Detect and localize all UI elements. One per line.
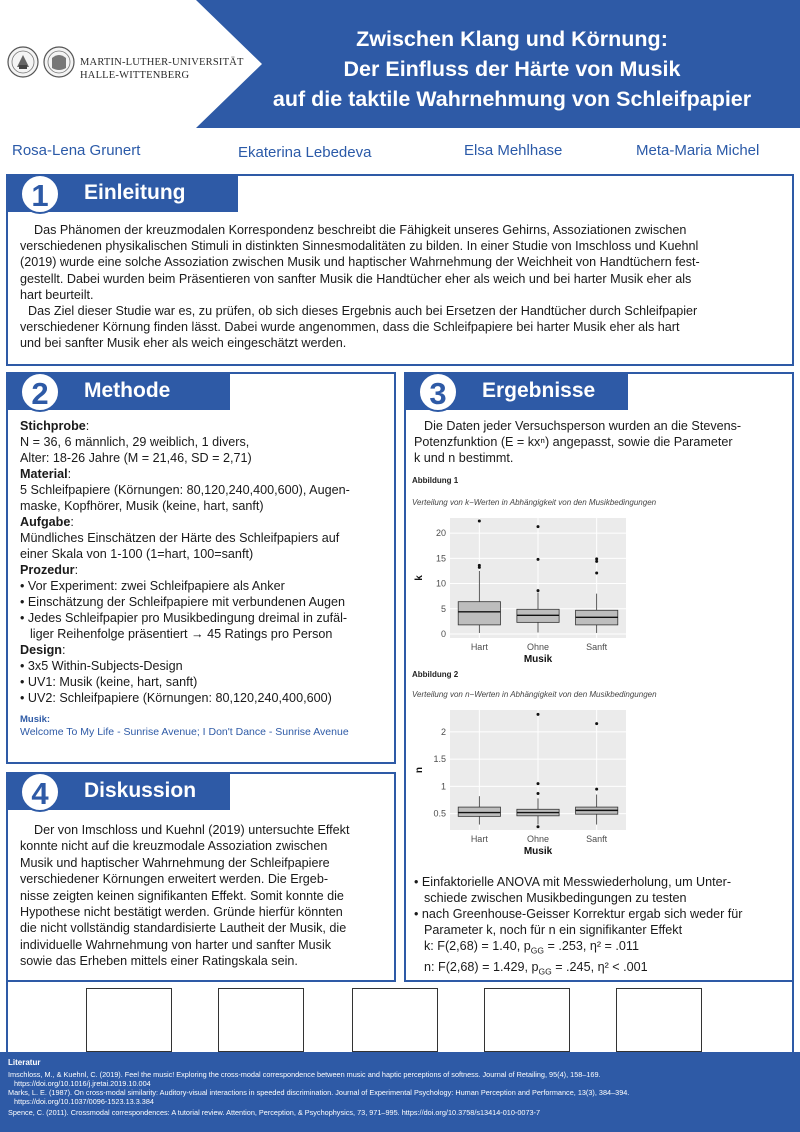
outlier-point	[595, 571, 598, 574]
image-placeholder	[86, 988, 172, 1052]
y-tick-label: 1	[440, 781, 446, 792]
heading-text: Stichprobe	[20, 419, 86, 433]
list-item: • Jedes Schleifpapier pro Musikbedingung dreimal in zufäl-	[20, 611, 348, 625]
list-item: • Vor Experiment: zwei Schleifpapiere als Anker	[20, 579, 285, 593]
y-tick-label: 0.5	[433, 808, 446, 819]
list-item: • nach Greenhouse-Geisser Korrektur ergab sich weder für	[414, 907, 743, 921]
section-header	[6, 372, 230, 410]
text-line: (2019) wurde eine solche Assoziation zwischen Musik und haptischer Wahrnehmung der Weichheit von Handtüchern fest-	[20, 255, 700, 270]
x-tick-label: Ohne	[526, 642, 550, 652]
outlier-point	[537, 792, 540, 795]
author-list	[0, 138, 800, 164]
author-name: Rosa-Lena Grunert	[12, 142, 141, 159]
outlier-point	[595, 557, 598, 560]
figure-label: Abbildung 2	[412, 670, 459, 679]
literature-title: Literatur	[8, 1058, 41, 1067]
list-item: • 3x5 Within-Subjects-Design	[20, 659, 183, 673]
heading-text: Design	[20, 643, 62, 657]
discussion-text	[20, 822, 386, 970]
y-tick-label: 10	[435, 578, 446, 589]
list-item: liger Reihenfolge präsentiert → 45 Ratings pro Person	[30, 627, 333, 641]
section-header	[6, 174, 238, 212]
outlier-point	[537, 782, 540, 785]
text-line: verschiedener Körnungen erweitert werden. Die Ergeb-	[20, 872, 329, 887]
section-title: Einleitung	[84, 181, 186, 204]
boxplot-k	[412, 512, 784, 670]
x-tick-label: Hart	[470, 642, 488, 652]
y-tick-label: 5	[440, 603, 446, 614]
stat-n	[414, 959, 788, 980]
boxplot-n	[412, 704, 784, 862]
outlier-point	[537, 713, 540, 716]
section-number: 4	[20, 772, 60, 812]
aufgabe-heading: Aufgabe:	[20, 515, 74, 529]
university-name-line: MARTIN-LUTHER-UNIVERSITÄT	[80, 57, 244, 68]
y-tick-label: 1.5	[433, 754, 446, 765]
outlier-point	[537, 825, 540, 828]
section-number: 2	[20, 372, 60, 412]
reference-doi: https://doi.org/10.1037/0096-1523.13.3.384	[14, 1097, 154, 1106]
section-number: 1	[20, 174, 60, 214]
author-name: Elsa Mehlhase	[464, 142, 563, 159]
text-line: Musik und haptischer Wahrnehmung der Schleifpapiere	[20, 855, 330, 870]
outlier-point	[537, 558, 540, 561]
section-discussion	[6, 772, 396, 982]
text-line: Alter: 18-26 Jahre (M = 21,46, SD = 2,71)	[20, 451, 252, 465]
title-line: auf die taktile Wahrnehmung von Schleifpapier	[272, 87, 752, 111]
x-tick-label: Ohne	[526, 834, 550, 844]
outlier-point	[537, 525, 540, 528]
text-line: Die Daten jeder Versuchsperson wurden an die Stevens-	[424, 419, 742, 433]
y-tick-label: 0	[440, 628, 446, 639]
box	[458, 807, 500, 816]
results-intro	[414, 418, 788, 467]
image-placeholder	[218, 988, 304, 1052]
image-placeholder	[616, 988, 702, 1052]
stat-text: = .245, η² < .001	[551, 959, 648, 974]
stat-subscript: GG	[530, 945, 544, 956]
author-name: Meta-Maria Michel	[636, 142, 760, 159]
list-item: • UV1: Musik (keine, hart, sanft)	[20, 675, 198, 689]
text-line: gestellt. Dabei wurden beim Präsentieren von sanfter Musik die Handtücher eher als weich und bei harter Musik eher als	[20, 271, 692, 286]
list-item: • Einfaktorielle ANOVA mit Messwiederholung, um Unter-	[414, 875, 732, 889]
list-item: • Einschätzung der Schleifpapiere mit verbundenen Augen	[20, 595, 346, 609]
literature-footer	[0, 1052, 800, 1132]
text-line: maske, Kopfhörer, Musik (keine, hart, sanft)	[20, 499, 264, 513]
section-introduction	[6, 174, 794, 366]
text-line: konnte nicht auf die kreuzmodale Assoziation zwischen	[20, 839, 328, 854]
section-number: 3	[418, 372, 458, 412]
music-label: Musik:	[20, 714, 51, 725]
list-item: • UV2: Schleifpapiere (Körnungen: 80,120,240,400,600)	[20, 691, 332, 705]
text-line: individuelle Wahrnehmung von harter und sanfter Musik	[20, 937, 332, 952]
text-line: Mündliches Einschätzen der Härte des Schleifpapiers auf	[20, 531, 340, 545]
x-axis-label: Musik	[523, 654, 553, 665]
intro-text	[20, 222, 784, 352]
y-axis-label: k	[414, 575, 425, 581]
outlier-point	[478, 564, 481, 567]
section-method	[6, 372, 396, 764]
text-line: verschiedener Körnung finden lässt. Dabei wurde angenommen, dass die Schleifpapiere bei harter Musik eher als hart	[20, 320, 680, 335]
stat-subscript: GG	[538, 966, 552, 977]
university-name	[80, 56, 244, 82]
figure-label: Abbildung 1	[412, 476, 459, 485]
poster-header	[0, 0, 800, 130]
text-line: hart beurteilt.	[20, 287, 94, 302]
image-placeholder	[352, 988, 438, 1052]
prozedur-heading: Prozedur:	[20, 563, 79, 577]
reference-doi: https://doi.org/10.1016/j.jretai.2019.10.004	[14, 1079, 151, 1088]
text-line: nisse zeigten keinen signifikanten Effekt. Somit konnte die	[20, 888, 344, 903]
reference-entry: Imschloss, M., & Kuehnl, C. (2019). Feel the music! Exploring the cross-modal correspondence between music and haptic perceptions of softness. Journal of Retailing, 95(4), 158–169.	[8, 1070, 601, 1079]
section-header	[404, 372, 628, 410]
text-line: sowie das Erheben mittels einer Ratingskala sein.	[20, 954, 298, 969]
box	[458, 602, 500, 625]
y-tick-label: 20	[435, 528, 446, 539]
stat-k	[414, 938, 788, 959]
section-title: Methode	[84, 379, 171, 402]
y-tick-label: 15	[435, 553, 446, 564]
text-line: Hypothese nicht bestätigt werden. Gründe hierfür könnten	[20, 905, 343, 920]
text-line: die nicht vollständig standardisierte Lautheit der Musik, die	[20, 921, 347, 936]
text-line: Das Phänomen der kreuzmodalen Korrespondenz beschreibt die Fähigkeit unseres Gehirns, Assoziationen zwischen	[34, 223, 687, 237]
poster-title	[232, 24, 792, 114]
text-line: und bei sanfter Musik eher als weich eingeschätzt werden.	[20, 336, 347, 351]
author-name: Ekaterina Lebedeva	[238, 144, 372, 161]
text-line: Das Ziel dieser Studie war es, zu prüfen, ob sich dieses Ergebnis auch bei Ersetzen der Handtücher durch Schleifpapier	[28, 304, 698, 319]
y-tick-label: 2	[440, 726, 446, 737]
reference-entry: Spence, C. (2011). Crossmodal correspondences: A tutorial review. Attention, Perception, & Psychophysics, 73, 971–995. https://doi.org/10.3758/s13414-010-0073-7	[8, 1108, 541, 1117]
section-header	[6, 772, 230, 810]
university-seal-icon	[42, 44, 76, 80]
list-item: Parameter k, noch für n ein signifikanter Effekt	[424, 923, 683, 937]
results-summary	[414, 874, 788, 979]
stat-text: = .253, η² = .011	[544, 939, 639, 953]
stat-text: n: F(2,68) = 1.429, p	[424, 959, 539, 974]
stichprobe-heading: Stichprobe:	[20, 419, 90, 433]
university-name-line: HALLE-WITTENBERG	[80, 70, 190, 81]
heading-text: Material	[20, 467, 68, 481]
university-seal-icon	[6, 44, 40, 80]
y-axis-label: n	[414, 766, 425, 774]
list-item: schiede zwischen Musikbedingungen zu testen	[424, 891, 687, 905]
x-tick-label: Hart	[470, 834, 488, 844]
method-body	[20, 418, 392, 739]
text-line: k und n bestimmt.	[414, 451, 514, 466]
text-line: Potenzfunktion (E = kxⁿ) angepasst, sowie die Parameter	[414, 435, 733, 450]
reference-entry: Marks, L. E. (1987). On cross-modal similarity: Auditory-visual interactions in speeded discrimination. Journal of Experimental Psychology: Human Perception and Performance, 13(3), 384–394.	[8, 1088, 630, 1097]
x-tick-label: Sanft	[586, 642, 608, 652]
x-axis-label: Musik	[523, 846, 553, 857]
section-title: Ergebnisse	[482, 379, 596, 402]
figure-caption: Verteilung von n−Werten in Abhängigkeit von den Musikbedingungen	[412, 690, 657, 699]
text-line: verschiedenen physikalischen Stimuli in distinkten Sinnesmodalitäten zu bilden. In einer Studie von Imschloss und Kuehnl	[20, 239, 699, 254]
section-results	[404, 372, 794, 982]
figure-caption: Verteilung von k−Werten in Abhängigkeit von den Musikbedingungen	[412, 498, 657, 507]
title-line: Zwischen Klang und Körnung:	[356, 27, 668, 51]
design-heading: Design:	[20, 643, 66, 657]
material-heading: Material:	[20, 467, 72, 481]
outlier-point	[595, 722, 598, 725]
text-line: 5 Schleifpapiere (Körnungen: 80,120,240,400,600), Augen-	[20, 483, 350, 497]
heading-text: Prozedur	[20, 563, 75, 577]
outlier-point	[478, 520, 481, 523]
text-line: N = 36, 6 männlich, 29 weiblich, 1 divers,	[20, 435, 250, 449]
music-text: Welcome To My Life - Sunrise Avenue; I Don't Dance - Sunrise Avenue	[20, 726, 349, 738]
x-tick-label: Sanft	[586, 834, 608, 844]
outlier-point	[595, 788, 598, 791]
section-title: Diskussion	[84, 779, 197, 802]
heading-text: Aufgabe	[20, 515, 71, 529]
text-line: einer Skala von 1-100 (1=hart, 100=sanft)	[20, 547, 254, 561]
outlier-point	[537, 589, 540, 592]
stat-text: k: F(2,68) = 1.40, p	[424, 939, 531, 953]
image-placeholder	[484, 988, 570, 1052]
title-line: Der Einfluss der Härte von Musik	[343, 57, 681, 81]
text-line: Der von Imschloss und Kuehnl (2019) untersuchte Effekt	[34, 823, 350, 837]
